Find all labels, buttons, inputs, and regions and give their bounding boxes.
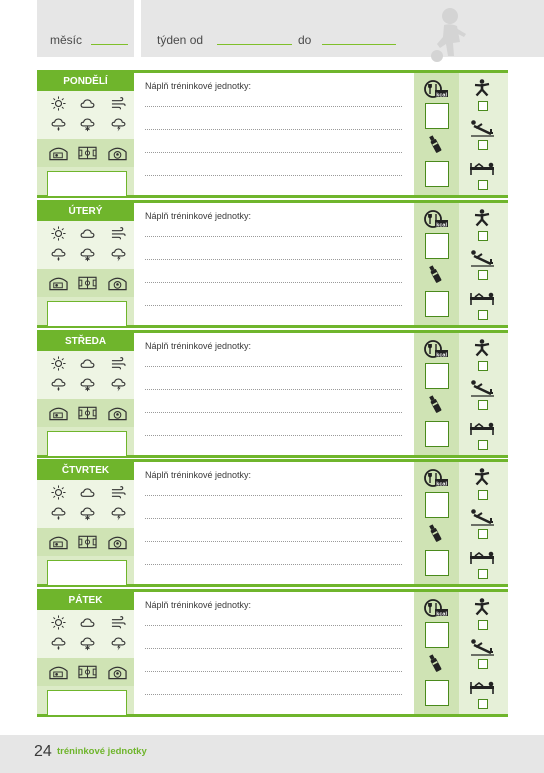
activity-checkbox-rest[interactable] bbox=[478, 569, 488, 579]
activity-column bbox=[459, 592, 508, 714]
lying-rest-figure-icon[interactable] bbox=[469, 292, 495, 306]
day-note-box[interactable] bbox=[47, 431, 127, 457]
running-figure-icon[interactable] bbox=[472, 209, 492, 227]
ball-hall-icon[interactable] bbox=[108, 145, 127, 161]
header-left-panel bbox=[37, 0, 134, 57]
notes-line[interactable] bbox=[145, 625, 402, 626]
drink-input-box[interactable] bbox=[425, 291, 449, 317]
notes-line[interactable] bbox=[145, 648, 402, 649]
activity-checkbox-stretch[interactable] bbox=[478, 529, 488, 539]
day-name: ČTVRTEK bbox=[37, 462, 134, 480]
kcal-text: kcal bbox=[436, 481, 447, 488]
session-notes-area bbox=[134, 73, 414, 195]
activity-checkbox-stretch[interactable] bbox=[478, 270, 488, 280]
weather-panel bbox=[37, 91, 134, 139]
day-note-box[interactable] bbox=[47, 560, 127, 586]
water-bottle-icon[interactable] bbox=[428, 263, 442, 285]
rain-icon[interactable] bbox=[51, 506, 66, 521]
water-bottle-icon[interactable] bbox=[428, 522, 442, 544]
day-left-column bbox=[37, 592, 134, 714]
kcal-text: kcal bbox=[436, 222, 447, 229]
notes-line[interactable] bbox=[145, 175, 402, 176]
drink-input-box[interactable] bbox=[425, 161, 449, 187]
rain-icon[interactable] bbox=[51, 377, 66, 392]
session-label: Náplň tréninkové jednotky: bbox=[145, 211, 252, 221]
activity-checkbox-run[interactable] bbox=[478, 231, 488, 241]
activity-checkbox-rest[interactable] bbox=[478, 310, 488, 320]
stretching-figure-icon[interactable] bbox=[470, 379, 494, 397]
month-label: měsíc bbox=[50, 33, 83, 47]
activity-column bbox=[459, 462, 508, 584]
indoor-hall-icon[interactable] bbox=[49, 664, 68, 680]
kcal-icon[interactable] bbox=[424, 339, 448, 359]
day-name: PONDĚLÍ bbox=[37, 73, 134, 91]
kcal-text: kcal bbox=[436, 92, 447, 99]
notes-line[interactable] bbox=[145, 389, 402, 390]
wind-icon[interactable] bbox=[111, 615, 126, 630]
stretching-figure-icon[interactable] bbox=[470, 638, 494, 656]
running-figure-icon[interactable] bbox=[472, 468, 492, 486]
snow-icon[interactable] bbox=[80, 247, 95, 262]
week-from-label: týden od bbox=[157, 33, 204, 47]
session-label: Náplň tréninkové jednotky: bbox=[145, 81, 252, 91]
kcal-text: kcal bbox=[436, 611, 447, 618]
day-note-box[interactable] bbox=[47, 690, 127, 716]
page-footer bbox=[0, 735, 544, 773]
lying-rest-figure-icon[interactable] bbox=[469, 422, 495, 436]
storm-icon[interactable] bbox=[111, 377, 126, 392]
activity-checkbox-rest[interactable] bbox=[478, 180, 488, 190]
wind-icon[interactable] bbox=[111, 226, 126, 241]
session-label: Náplň tréninkové jednotky: bbox=[145, 470, 252, 480]
ball-hall-icon[interactable] bbox=[108, 405, 127, 421]
indoor-hall-icon[interactable] bbox=[49, 145, 68, 161]
cloud-icon[interactable] bbox=[80, 615, 95, 630]
venue-panel bbox=[37, 399, 134, 427]
drink-input-box[interactable] bbox=[425, 550, 449, 576]
snow-icon[interactable] bbox=[80, 506, 95, 521]
venue-panel bbox=[37, 269, 134, 297]
day-block-1 bbox=[37, 70, 508, 195]
storm-icon[interactable] bbox=[111, 636, 126, 651]
ball-hall-icon[interactable] bbox=[108, 275, 127, 291]
running-figure-icon[interactable] bbox=[472, 598, 492, 616]
session-label: Náplň tréninkové jednotky: bbox=[145, 341, 252, 351]
activity-checkbox-run[interactable] bbox=[478, 101, 488, 111]
notes-line[interactable] bbox=[145, 671, 402, 672]
lying-rest-figure-icon[interactable] bbox=[469, 551, 495, 565]
water-bottle-icon[interactable] bbox=[428, 652, 442, 674]
snow-icon[interactable] bbox=[80, 377, 95, 392]
notes-line[interactable] bbox=[145, 435, 402, 436]
weather-panel bbox=[37, 480, 134, 528]
rain-icon[interactable] bbox=[51, 247, 66, 262]
day-block-3 bbox=[37, 330, 508, 455]
venue-panel bbox=[37, 528, 134, 556]
outdoor-pitch-icon[interactable] bbox=[78, 275, 97, 291]
sun-icon[interactable] bbox=[51, 356, 66, 371]
page-number: 24 bbox=[34, 743, 52, 760]
activity-checkbox-stretch[interactable] bbox=[478, 140, 488, 150]
wind-icon[interactable] bbox=[111, 96, 126, 111]
day-note-box[interactable] bbox=[47, 171, 127, 197]
cloud-icon[interactable] bbox=[80, 356, 95, 371]
activity-column bbox=[459, 203, 508, 325]
notes-line[interactable] bbox=[145, 495, 402, 496]
drink-input-box[interactable] bbox=[425, 680, 449, 706]
notes-line[interactable] bbox=[145, 694, 402, 695]
ball-hall-icon[interactable] bbox=[108, 664, 127, 680]
water-bottle-icon[interactable] bbox=[428, 133, 442, 155]
outdoor-pitch-icon[interactable] bbox=[78, 664, 97, 680]
storm-icon[interactable] bbox=[111, 506, 126, 521]
drink-input-box[interactable] bbox=[425, 421, 449, 447]
activity-checkbox-stretch[interactable] bbox=[478, 400, 488, 410]
notes-line[interactable] bbox=[145, 152, 402, 153]
activity-checkbox-run[interactable] bbox=[478, 620, 488, 630]
session-notes-area bbox=[134, 592, 414, 714]
wind-icon[interactable] bbox=[111, 356, 126, 371]
stretching-figure-icon[interactable] bbox=[470, 508, 494, 526]
outdoor-pitch-icon[interactable] bbox=[78, 405, 97, 421]
nutrition-column bbox=[414, 73, 459, 195]
snow-icon[interactable] bbox=[80, 117, 95, 132]
notes-line[interactable] bbox=[145, 518, 402, 519]
day-left-column bbox=[37, 203, 134, 325]
notes-line[interactable] bbox=[145, 236, 402, 237]
week-from-field[interactable] bbox=[217, 44, 292, 45]
cloud-icon[interactable] bbox=[80, 485, 95, 500]
sun-icon[interactable] bbox=[51, 96, 66, 111]
lying-rest-figure-icon[interactable] bbox=[469, 162, 495, 176]
day-name: ÚTERÝ bbox=[37, 203, 134, 221]
activity-column bbox=[459, 333, 508, 455]
kcal-icon[interactable] bbox=[424, 79, 448, 99]
day-name: PÁTEK bbox=[37, 592, 134, 610]
stretching-figure-icon[interactable] bbox=[470, 119, 494, 137]
session-notes-area bbox=[134, 462, 414, 584]
kcal-icon[interactable] bbox=[424, 598, 448, 618]
footer-title: tréninkové jednotky bbox=[57, 746, 147, 757]
weather-panel bbox=[37, 221, 134, 269]
kcal-input-box[interactable] bbox=[425, 622, 449, 648]
cloud-icon[interactable] bbox=[80, 226, 95, 241]
snow-icon[interactable] bbox=[80, 636, 95, 651]
notes-line[interactable] bbox=[145, 282, 402, 283]
day-name: STŘEDA bbox=[37, 333, 134, 351]
ball-hall-icon[interactable] bbox=[108, 534, 127, 550]
notes-line[interactable] bbox=[145, 259, 402, 260]
week-to-label: do bbox=[298, 33, 312, 47]
cloud-icon[interactable] bbox=[80, 96, 95, 111]
outdoor-pitch-icon[interactable] bbox=[78, 145, 97, 161]
indoor-hall-icon[interactable] bbox=[49, 405, 68, 421]
wind-icon[interactable] bbox=[111, 485, 126, 500]
football-player-icon bbox=[426, 4, 474, 64]
nutrition-column bbox=[414, 333, 459, 455]
running-figure-icon[interactable] bbox=[472, 79, 492, 97]
notes-line[interactable] bbox=[145, 366, 402, 367]
header-right-panel bbox=[141, 0, 544, 57]
kcal-input-box[interactable] bbox=[425, 492, 449, 518]
lying-rest-figure-icon[interactable] bbox=[469, 681, 495, 695]
activity-checkbox-rest[interactable] bbox=[478, 440, 488, 450]
running-figure-icon[interactable] bbox=[472, 339, 492, 357]
kcal-icon[interactable] bbox=[424, 468, 448, 488]
rain-icon[interactable] bbox=[51, 636, 66, 651]
day-block-5 bbox=[37, 589, 508, 714]
notes-line[interactable] bbox=[145, 129, 402, 130]
notes-line[interactable] bbox=[145, 106, 402, 107]
nutrition-column bbox=[414, 203, 459, 325]
session-notes-area bbox=[134, 203, 414, 325]
rain-icon[interactable] bbox=[51, 117, 66, 132]
stretching-figure-icon[interactable] bbox=[470, 249, 494, 267]
weather-panel bbox=[37, 351, 134, 399]
kcal-input-box[interactable] bbox=[425, 363, 449, 389]
indoor-hall-icon[interactable] bbox=[49, 275, 68, 291]
activity-checkbox-rest[interactable] bbox=[478, 699, 488, 709]
nutrition-column bbox=[414, 592, 459, 714]
notes-line[interactable] bbox=[145, 541, 402, 542]
kcal-icon[interactable] bbox=[424, 209, 448, 229]
notes-line[interactable] bbox=[145, 305, 402, 306]
week-to-field[interactable] bbox=[322, 44, 396, 45]
activity-column bbox=[459, 73, 508, 195]
session-label: Náplň tréninkové jednotky: bbox=[145, 600, 252, 610]
activity-checkbox-run[interactable] bbox=[478, 361, 488, 371]
sun-icon[interactable] bbox=[51, 485, 66, 500]
day-block-2 bbox=[37, 200, 508, 325]
venue-panel bbox=[37, 658, 134, 686]
day-note-box[interactable] bbox=[47, 301, 127, 327]
sun-icon[interactable] bbox=[51, 226, 66, 241]
sun-icon[interactable] bbox=[51, 615, 66, 630]
weather-panel bbox=[37, 610, 134, 658]
nutrition-column bbox=[414, 462, 459, 584]
month-field[interactable] bbox=[91, 44, 128, 45]
water-bottle-icon[interactable] bbox=[428, 393, 442, 415]
activity-checkbox-run[interactable] bbox=[478, 490, 488, 500]
day-left-column bbox=[37, 333, 134, 455]
kcal-input-box[interactable] bbox=[425, 103, 449, 129]
session-notes-area bbox=[134, 333, 414, 455]
notes-line[interactable] bbox=[145, 412, 402, 413]
outdoor-pitch-icon[interactable] bbox=[78, 534, 97, 550]
activity-checkbox-stretch[interactable] bbox=[478, 659, 488, 669]
day-left-column bbox=[37, 73, 134, 195]
storm-icon[interactable] bbox=[111, 117, 126, 132]
day-left-column bbox=[37, 462, 134, 584]
notes-line[interactable] bbox=[145, 564, 402, 565]
kcal-input-box[interactable] bbox=[425, 233, 449, 259]
storm-icon[interactable] bbox=[111, 247, 126, 262]
indoor-hall-icon[interactable] bbox=[49, 534, 68, 550]
venue-panel bbox=[37, 139, 134, 167]
kcal-text: kcal bbox=[436, 352, 447, 359]
day-block-4 bbox=[37, 459, 508, 584]
